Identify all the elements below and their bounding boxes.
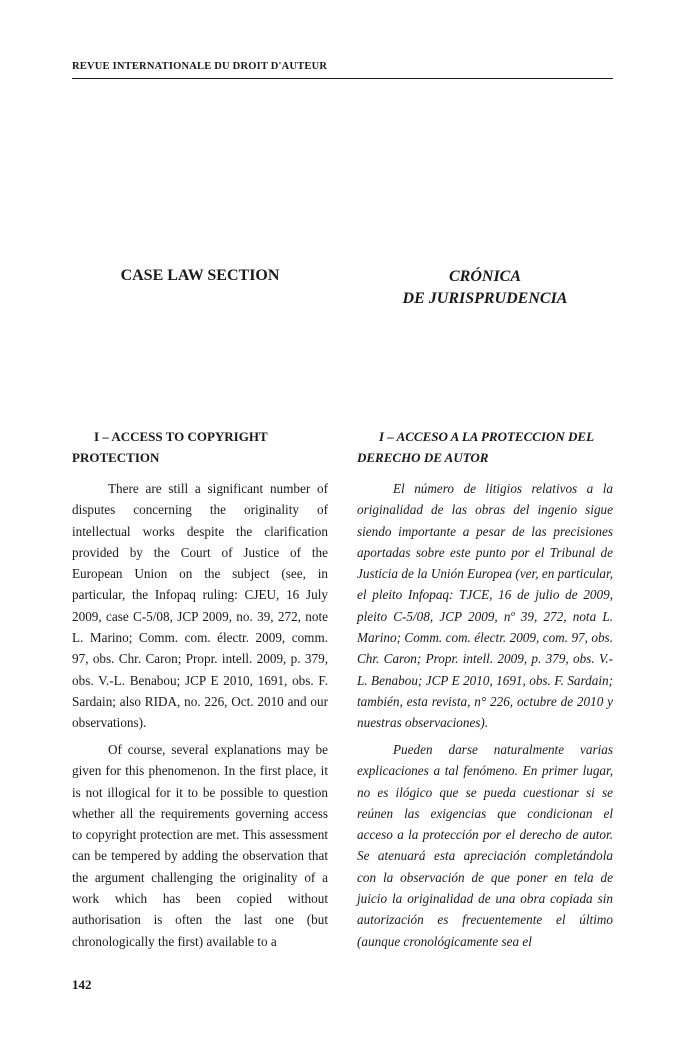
header-rule xyxy=(72,78,613,79)
section-title-spanish xyxy=(357,266,613,310)
paragraph-english-1: There are still a significant number of disputes concerning the originality of intellectual works despite the clarification provided by the Court of Justice of the European Union on the subject (see, in particular, the Infopaq ruling: CJEU, 16 July 2009, case C-5/08, JCP 2009, no. 39, 272, note L. Marino; Comm. com. électr. 2009, comm. 97, obs. Chr. Caron; Propr. intell. 2009, p. 379, obs. V.-L. Benabou; JCP E 2010, 1691, obs. F. Sardain; also RIDA, no. 226, Oct. 2010 and our observations). xyxy=(72,481,328,731)
section-title-english: CASE LAW SECTION xyxy=(120,267,280,284)
section-title-spanish-line2: DE JURISPRUDENCIA xyxy=(402,290,568,307)
paragraph-spanish-2: Pueden darse naturalmente varias explicaciones a tal fenómeno. En primer lugar, no es ilógico que se pueda cuestionar si se reúnen las exigencias que condicionan el acceso a la protección por el derecho de autor. Se atenuará esta apreciación completándola con la observación de que poner en tela de juicio la originalidad de una obra copiada sin autorización es frecuentemente el último (aunque cronológicamente sea el xyxy=(357,742,613,949)
paragraph-english-2: Of course, several explanations may be given for this phenomenon. In the first place, it is not illogical for it to be possible to question whether all the requirements governing access to copyright protection are met. This assessment can be tempered by adding the observation that the argument challenging the originality of a work which has been copied without authorisation is often the last one (but chronologically the first) available to a xyxy=(72,742,328,949)
page-number: 142 xyxy=(72,977,92,992)
paragraph-spanish-1: El número de litigios relativos a la originalidad de las obras del ingenio sigue siendo importante a pesar de las precisiones aportadas sobre este punto por el Tribunal de Justicia de la Unión Europea (ver, en particular, el pleito Infopaq: TJCE, 16 de julio de 2009, pleito C-5/08, JCP 2009, nº 39, 272, nota L. Marino; Comm. com. électr. 2009, com. 97, obs. Chr. Caron; Propr. intell. 2009, p. 379, obs. V.-L. Benabou; JCP E 2010, 1691, obs. F. Sardain; también, esta revista, n° 226, octubre de 2010 y nuestras observaciones). xyxy=(357,481,613,731)
sub-heading-english: I – ACCESS TO COPYRIGHT PROTECTION xyxy=(72,429,268,465)
section-title-spanish-line1: CRÓNICA xyxy=(448,268,522,285)
running-head: REVUE INTERNATIONALE DU DROIT D'AUTEUR xyxy=(72,61,328,72)
sub-heading-spanish: I – ACCESO A LA PROTECCION DEL DERECHO DE AUTOR xyxy=(357,429,594,465)
